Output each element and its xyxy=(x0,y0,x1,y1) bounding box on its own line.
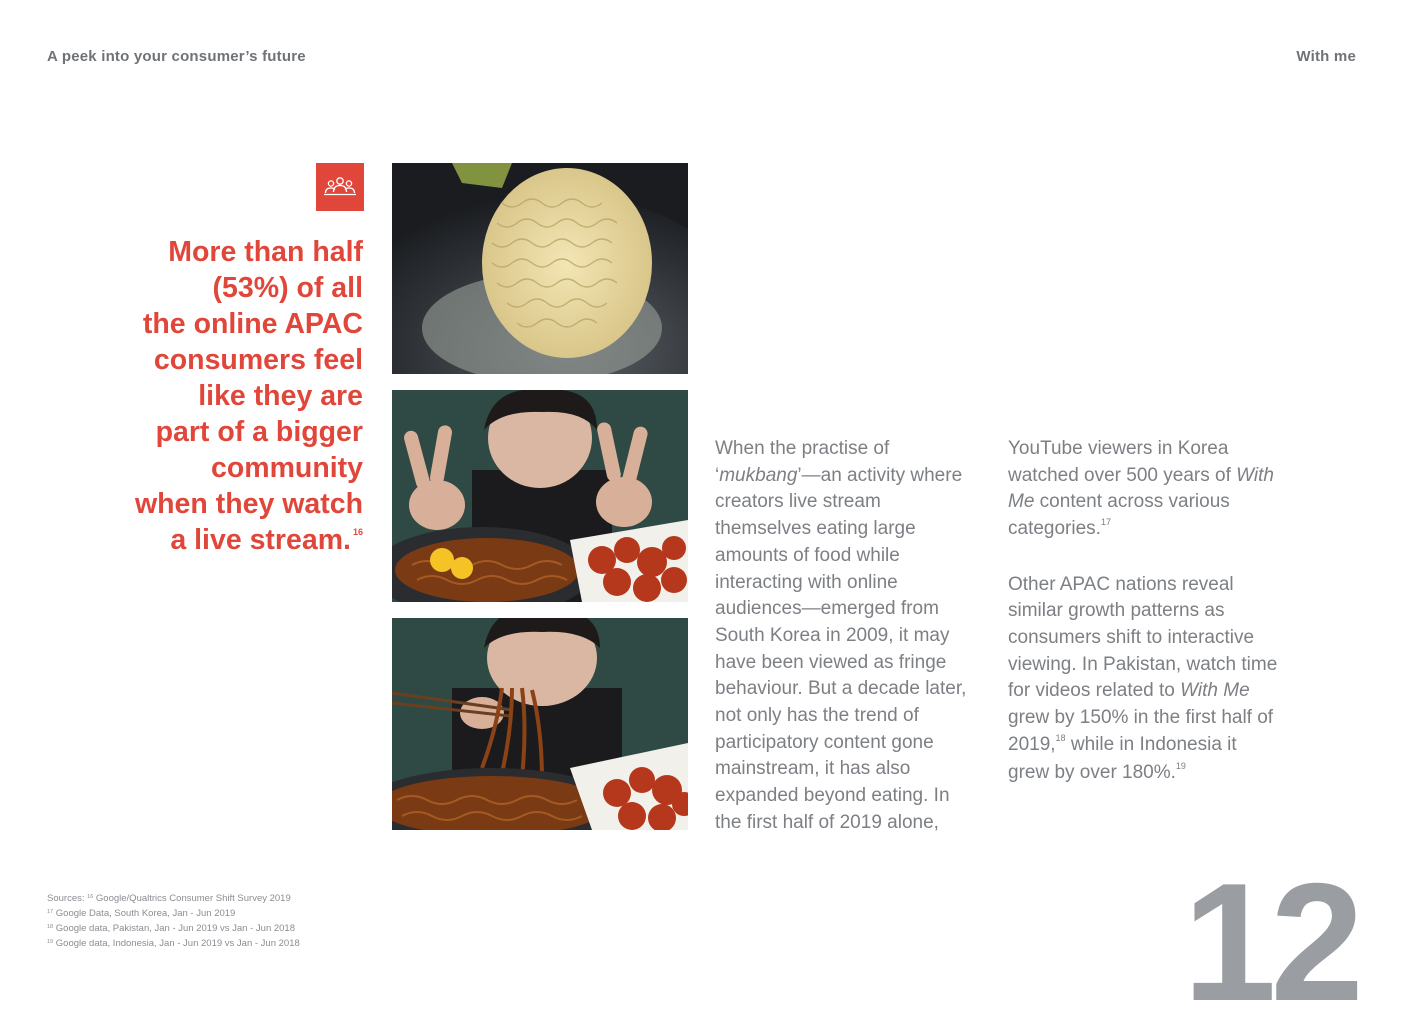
source-line xyxy=(47,922,300,937)
section-label: With me xyxy=(1296,48,1356,65)
footnote-marker: 17 xyxy=(1100,517,1111,528)
body-column-1 xyxy=(715,436,980,837)
quote-line: like they are xyxy=(198,380,363,412)
people-group-icon xyxy=(316,163,364,211)
quote-line: (53%) of all xyxy=(212,272,363,304)
quote-line-last xyxy=(103,522,363,564)
quote-line: the online APAC xyxy=(142,308,363,340)
source-number: 19 xyxy=(47,939,54,945)
source-text: Google/Qualtrics Consumer Shift Survey 2019 xyxy=(95,893,291,904)
source-text: Google data, Pakistan, Jan - Jun 2019 vs Jan - Jun 2018 xyxy=(55,923,296,934)
quote-line: when they watch xyxy=(134,488,363,520)
sources-label: Sources: xyxy=(47,893,88,904)
text-run: Other APAC nations reveal similar growth patterns as consumers shift to interactive viewing. In Pakistan, watch time for videos related to xyxy=(1008,573,1278,702)
text-run: ’—an activity where creators live stream themselves eating large amounts of food while interacting with online audiences—emerged from South Korea in 2009, it may have been viewed as fringe behaviour. But a decade later, not only has the trend of participatory content gone mainstream, it has also expanded beyond eating. In the first half of 2019 alone, xyxy=(715,464,967,833)
paragraph-gap xyxy=(1008,545,1283,572)
emphasis: mukbang xyxy=(719,464,798,486)
source-text: Google Data, South Korea, Jan - Jun 2019 xyxy=(55,908,236,919)
sources-footnotes xyxy=(47,892,300,952)
pull-quote xyxy=(103,234,363,564)
quote-line: community xyxy=(210,452,363,484)
source-number: 16 xyxy=(87,894,94,900)
paragraph xyxy=(715,436,980,837)
body-column-2 xyxy=(1008,436,1283,789)
quote-line: consumers feel xyxy=(153,344,363,376)
photo-noodles-pan xyxy=(392,163,688,374)
text-run: content across various categories. xyxy=(1008,491,1230,540)
text-run: grew by 150% in the first half of 2019, xyxy=(1008,707,1274,755)
footnote-marker: 16 xyxy=(352,527,363,537)
text-run: When the practise of ‘ xyxy=(715,438,890,486)
source-text: Google data, Indonesia, Jan - Jun 2019 vs Jan - Jun 2018 xyxy=(55,938,300,949)
paragraph xyxy=(1008,436,1283,545)
paragraph xyxy=(1008,572,1283,790)
page-number: 12 xyxy=(1183,848,1358,1036)
footnote-marker: 18 xyxy=(1055,732,1066,743)
source-line xyxy=(47,907,300,922)
source-line xyxy=(47,892,300,907)
source-number: 18 xyxy=(47,924,54,930)
quote-line: part of a bigger xyxy=(155,416,363,448)
emphasis: With Me xyxy=(1180,680,1250,702)
photo-creator-peace-sign xyxy=(392,390,688,602)
text-run: YouTube viewers in Korea watched over 500 years of xyxy=(1008,438,1237,486)
photo-creator-eating xyxy=(392,618,688,830)
footnote-marker: 19 xyxy=(1175,761,1186,772)
quote-line: More than half xyxy=(168,236,363,268)
source-line xyxy=(47,937,300,952)
source-number: 17 xyxy=(47,909,54,915)
text-run: while in Indonesia it grew by over 180%. xyxy=(1008,733,1237,784)
header-title: A peek into your consumer’s future xyxy=(47,48,306,65)
emphasis: With Me xyxy=(1008,464,1274,513)
quote-line: a live stream. xyxy=(170,524,351,556)
